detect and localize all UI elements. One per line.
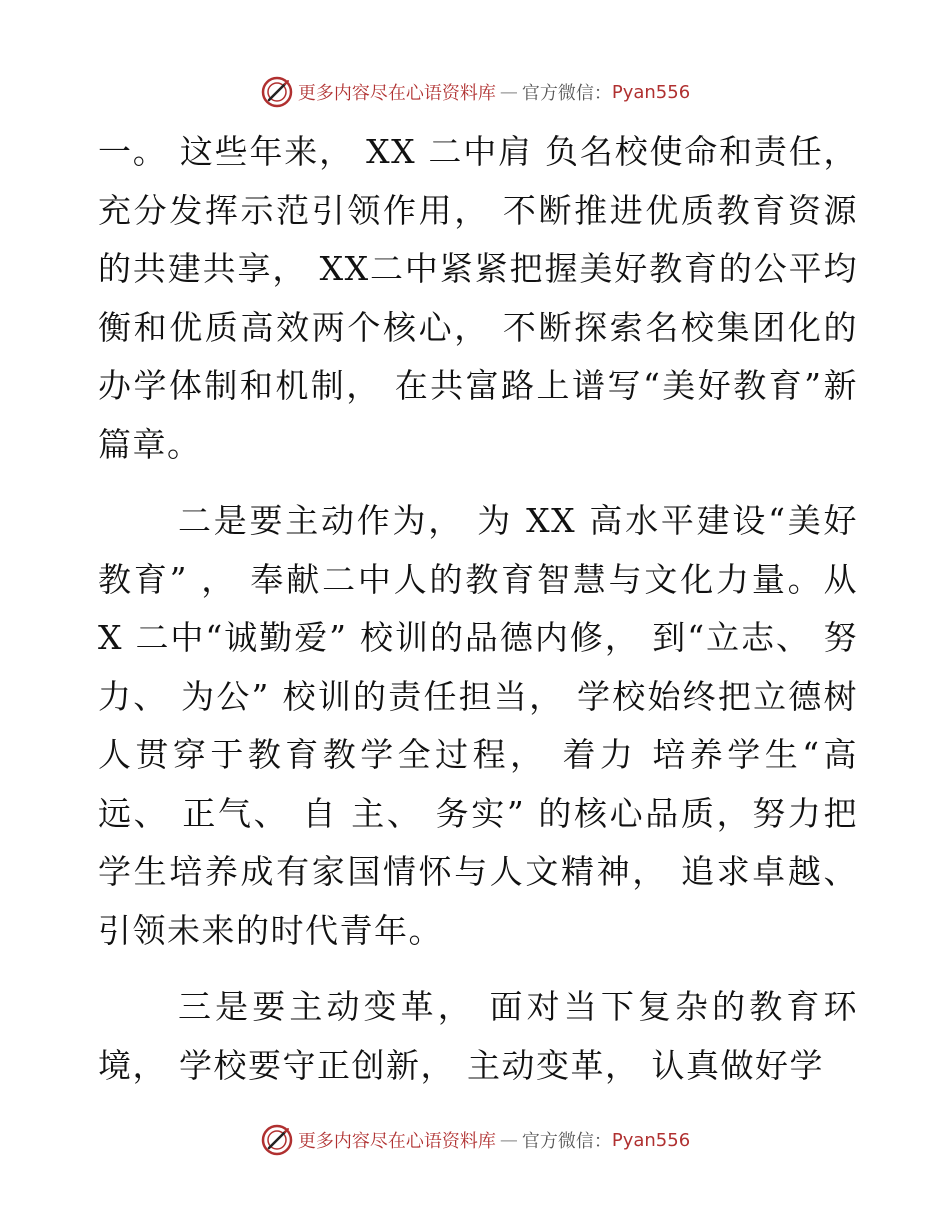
header-watermark (0, 72, 950, 112)
watermark-separator: — (499, 81, 518, 103)
watermark-label: 官方微信： (521, 1131, 612, 1152)
watermark-label: 官方微信： (521, 83, 612, 104)
watermark-separator: — (499, 1129, 518, 1151)
paragraph-3: 三是要主动变革， 面对当下复杂的教育环境， 学校要守正创新， 主动变革， 认真做好学 (98, 987, 858, 1085)
footer-watermark (0, 1120, 950, 1160)
watermark-wechat-id: Pyan556 (611, 81, 691, 103)
document-body (98, 123, 858, 1095)
watermark-wechat-id: Pyan556 (611, 1129, 691, 1151)
brand-logo-icon (260, 75, 294, 109)
watermark-brand: 更多内容尽在心语资料库 (297, 1131, 496, 1152)
paragraph-2: 二是要主动作为， 为 XX 高水平建设“美好教育” ， 奉献二中人的教育智慧与文化力量。从 X 二中“诚勤爱” 校训的品德内修， 到“立志、 努力、 为公” 校训的责任担当， 学校始终把立德树人贯穿于教育教学全过程， 着力 培养学生“高远、 正气、 自 主、 务实” 的核心品质，努力把学生培养成有家国情怀与人文精神， 追求卓越、 引领未来的时代青年。 (98, 501, 858, 950)
paragraph-1: 一。 这些年来， XX 二中肩 负名校使命和责任，充分发挥示范引领作用， 不断推进优质教育资源的共建共享， XX二中紧紧把握美好教育的公平均衡和优质高效两个核心， 不断探索名校集团化的办学体制和机制， 在共富路上谱写“美好教育”新篇章。 (98, 132, 858, 464)
brand-logo-icon (260, 1123, 294, 1157)
watermark-brand: 更多内容尽在心语资料库 (297, 83, 496, 104)
